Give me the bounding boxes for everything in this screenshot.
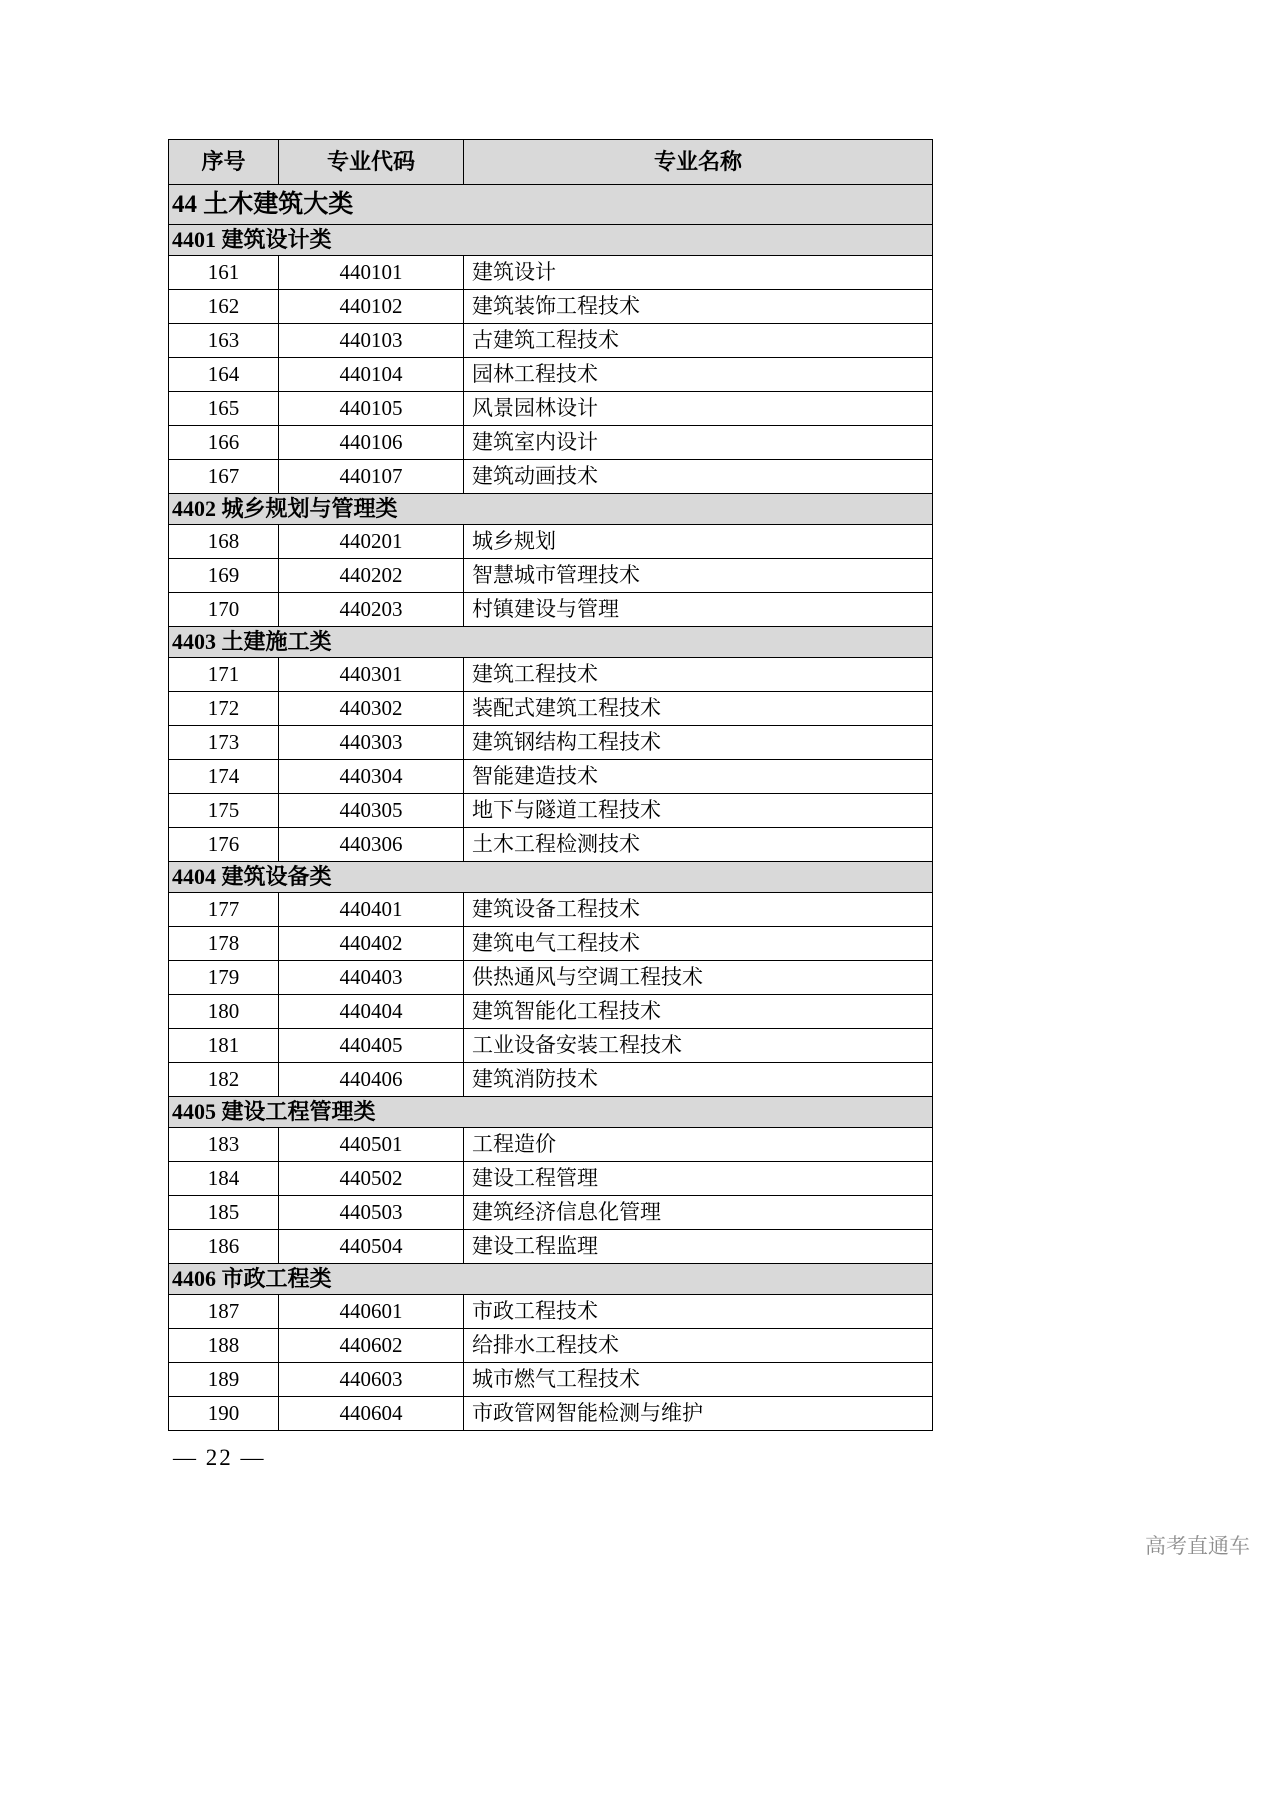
code-cell: 440403	[279, 961, 464, 995]
serial-cell: 174	[169, 760, 279, 794]
serial-cell: 168	[169, 525, 279, 559]
serial-cell: 182	[169, 1063, 279, 1097]
serial-cell: 189	[169, 1363, 279, 1397]
category-header-row	[169, 185, 933, 225]
code-cell: 440502	[279, 1162, 464, 1196]
code-cell: 440503	[279, 1196, 464, 1230]
table-row	[169, 1230, 933, 1264]
section-header-row	[169, 225, 933, 256]
serial-cell: 179	[169, 961, 279, 995]
serial-cell: 171	[169, 658, 279, 692]
serial-cell: 175	[169, 794, 279, 828]
section-header-row	[169, 862, 933, 893]
name-cell: 地下与隧道工程技术	[464, 794, 933, 828]
name-cell: 建筑经济信息化管理	[464, 1196, 933, 1230]
table-row	[169, 1196, 933, 1230]
code-cell: 440402	[279, 927, 464, 961]
code-cell: 440105	[279, 392, 464, 426]
section-title: 4403 土建施工类	[169, 627, 933, 658]
serial-cell: 183	[169, 1128, 279, 1162]
serial-cell: 177	[169, 893, 279, 927]
name-cell: 建筑装饰工程技术	[464, 290, 933, 324]
table-row	[169, 559, 933, 593]
name-cell: 城乡规划	[464, 525, 933, 559]
code-cell: 440603	[279, 1363, 464, 1397]
table-row	[169, 692, 933, 726]
table-row	[169, 1397, 933, 1431]
section-header-row	[169, 1097, 933, 1128]
table-row	[169, 927, 933, 961]
col-header-serial: 序号	[169, 140, 279, 185]
serial-cell: 187	[169, 1295, 279, 1329]
code-cell: 440602	[279, 1329, 464, 1363]
serial-cell: 169	[169, 559, 279, 593]
serial-cell: 165	[169, 392, 279, 426]
serial-cell: 162	[169, 290, 279, 324]
code-cell: 440203	[279, 593, 464, 627]
serial-cell: 176	[169, 828, 279, 862]
code-cell: 440303	[279, 726, 464, 760]
code-cell: 440504	[279, 1230, 464, 1264]
section-header-row	[169, 494, 933, 525]
table-row	[169, 961, 933, 995]
name-cell: 智慧城市管理技术	[464, 559, 933, 593]
name-cell: 市政工程技术	[464, 1295, 933, 1329]
table-row	[169, 828, 933, 862]
serial-cell: 163	[169, 324, 279, 358]
code-cell: 440102	[279, 290, 464, 324]
code-cell: 440302	[279, 692, 464, 726]
serial-cell: 186	[169, 1230, 279, 1264]
table-row	[169, 1063, 933, 1097]
code-cell: 440301	[279, 658, 464, 692]
name-cell: 建筑智能化工程技术	[464, 995, 933, 1029]
code-cell: 440304	[279, 760, 464, 794]
section-title: 4404 建筑设备类	[169, 862, 933, 893]
code-cell: 440103	[279, 324, 464, 358]
serial-cell: 161	[169, 256, 279, 290]
watermark: 高考直通车	[1145, 1535, 1250, 1558]
section-header-row	[169, 627, 933, 658]
table-row	[169, 1363, 933, 1397]
table-row	[169, 1029, 933, 1063]
category-title: 44 土木建筑大类	[169, 185, 933, 225]
code-cell: 440101	[279, 256, 464, 290]
table-row	[169, 1162, 933, 1196]
name-cell: 建筑电气工程技术	[464, 927, 933, 961]
table-row	[169, 1128, 933, 1162]
table-row	[169, 324, 933, 358]
section-title: 4406 市政工程类	[169, 1264, 933, 1295]
code-cell: 440405	[279, 1029, 464, 1063]
table-row	[169, 525, 933, 559]
table-row	[169, 392, 933, 426]
name-cell: 市政管网智能检测与维护	[464, 1397, 933, 1431]
name-cell: 建筑设计	[464, 256, 933, 290]
code-cell: 440106	[279, 426, 464, 460]
serial-cell: 181	[169, 1029, 279, 1063]
serial-cell: 178	[169, 927, 279, 961]
code-cell: 440305	[279, 794, 464, 828]
code-cell: 440406	[279, 1063, 464, 1097]
table-row	[169, 726, 933, 760]
serial-cell: 188	[169, 1329, 279, 1363]
col-header-name: 专业名称	[464, 140, 933, 185]
code-cell: 440601	[279, 1295, 464, 1329]
col-header-code: 专业代码	[279, 140, 464, 185]
code-cell: 440202	[279, 559, 464, 593]
name-cell: 智能建造技术	[464, 760, 933, 794]
name-cell: 给排水工程技术	[464, 1329, 933, 1363]
table-row	[169, 593, 933, 627]
name-cell: 建设工程监理	[464, 1230, 933, 1264]
code-cell: 440107	[279, 460, 464, 494]
code-cell: 440501	[279, 1128, 464, 1162]
code-cell: 440404	[279, 995, 464, 1029]
name-cell: 建设工程管理	[464, 1162, 933, 1196]
serial-cell: 185	[169, 1196, 279, 1230]
page-number: — 22 —	[173, 1445, 266, 1470]
serial-cell: 170	[169, 593, 279, 627]
name-cell: 建筑消防技术	[464, 1063, 933, 1097]
name-cell: 风景园林设计	[464, 392, 933, 426]
table-row	[169, 794, 933, 828]
table-header-row	[169, 140, 933, 185]
table-row	[169, 460, 933, 494]
table-row	[169, 995, 933, 1029]
name-cell: 建筑设备工程技术	[464, 893, 933, 927]
name-cell: 建筑钢结构工程技术	[464, 726, 933, 760]
serial-cell: 172	[169, 692, 279, 726]
name-cell: 建筑动画技术	[464, 460, 933, 494]
table-row	[169, 658, 933, 692]
table-row	[169, 893, 933, 927]
serial-cell: 190	[169, 1397, 279, 1431]
name-cell: 工业设备安装工程技术	[464, 1029, 933, 1063]
serial-cell: 184	[169, 1162, 279, 1196]
code-cell: 440604	[279, 1397, 464, 1431]
table-row	[169, 1295, 933, 1329]
name-cell: 土木工程检测技术	[464, 828, 933, 862]
serial-cell: 173	[169, 726, 279, 760]
name-cell: 装配式建筑工程技术	[464, 692, 933, 726]
serial-cell: 180	[169, 995, 279, 1029]
table-row	[169, 290, 933, 324]
code-cell: 440306	[279, 828, 464, 862]
section-title: 4401 建筑设计类	[169, 225, 933, 256]
name-cell: 建筑室内设计	[464, 426, 933, 460]
name-cell: 城市燃气工程技术	[464, 1363, 933, 1397]
name-cell: 供热通风与空调工程技术	[464, 961, 933, 995]
name-cell: 村镇建设与管理	[464, 593, 933, 627]
table-row	[169, 256, 933, 290]
serial-cell: 164	[169, 358, 279, 392]
name-cell: 园林工程技术	[464, 358, 933, 392]
serial-cell: 167	[169, 460, 279, 494]
majors-table	[168, 139, 933, 1431]
name-cell: 建筑工程技术	[464, 658, 933, 692]
section-header-row	[169, 1264, 933, 1295]
section-title: 4405 建设工程管理类	[169, 1097, 933, 1128]
table-row	[169, 1329, 933, 1363]
code-cell: 440104	[279, 358, 464, 392]
code-cell: 440201	[279, 525, 464, 559]
table-row	[169, 358, 933, 392]
section-title: 4402 城乡规划与管理类	[169, 494, 933, 525]
code-cell: 440401	[279, 893, 464, 927]
name-cell: 工程造价	[464, 1128, 933, 1162]
table-row	[169, 760, 933, 794]
table-row	[169, 426, 933, 460]
serial-cell: 166	[169, 426, 279, 460]
name-cell: 古建筑工程技术	[464, 324, 933, 358]
